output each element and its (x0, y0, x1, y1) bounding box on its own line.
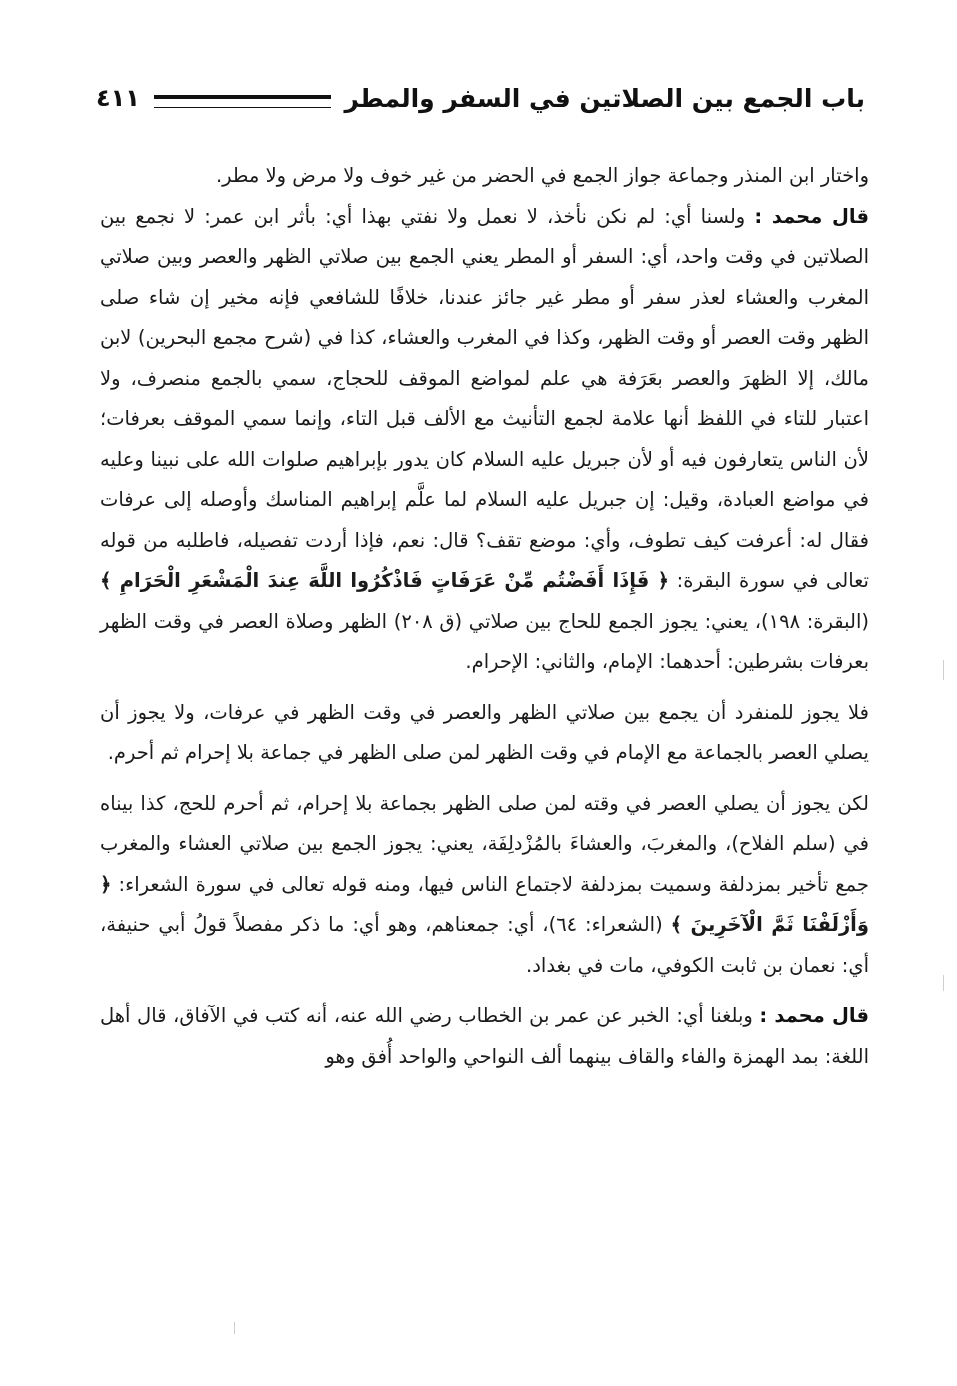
speaker-label: قال محمد : (754, 204, 870, 228)
paragraph-text: ولسنا أي: لم نكن نأخذ، لا نعمل ولا نفتي بهذا أي: بأثر ابن عمر: لا نجمع بين الصلاتين في وقت واحد، أي: السفر أو المطر يعني الجمع بين صلاتي الظهر والعصر وبين صلاتي المغرب والعشاء لعذر سفر أو مطر غير جائز عندنا، خلافًا للشافعي فإنه مخير إن شاء صلى الظهر وقت العصر أو وقت الظهر، وكذا في المغرب والعشاء، كذا في (شرح مجمع البحرين) لابن مالك، إلا الظهرَ والعصر بعَرَفة هي علم لمواضع الموقف للحجاج، سمي بالجمع منصرف، ولا اعتبار للتاء في اللفظ أنها علامة لجمع التأنيث مع الألف قبل التاء، وإنما سمي الموقف بعرفات؛ لأن الناس يتعارفون فيه أو لأن جبريل عليه السلام كان يدور بإبراهيم صلوات الله على نبينا وعليه في مواضع العبادة، وقيل: إن جبريل عليه السلام لما علَّم إبراهيم المناسك وأوصله إلى عرفات فقال له: أعرفت كيف تطوف، وأي: موضع تقف؟ قال: نعم، فإذا أردت تفصيله، فاطلبه من قوله تعالى في سورة البقرة: (100, 204, 869, 592)
page-body (100, 156, 869, 1077)
scan-mark (943, 660, 944, 680)
header-rule (154, 95, 331, 108)
paragraph-text: وبلغنا أي: الخبر عن عمر بن الخطاب رضي الله عنه، أنه كتب في الآفاق، قال أهل اللغة: بمد الهمزة والفاء والقاف بينهما ألف النواحي والواحد أُفق وهو (100, 1004, 869, 1068)
scan-mark (234, 1322, 235, 1334)
paragraph-text: لكن يجوز أن يصلي العصر في وقته لمن صلى الظهر بجماعة بلا إحرام، ثم أحرم للحج، كذا بيناه في (سلم الفلاح)، والمغربَ، والعشاءَ بالمُزْدلِفَة، يعني: يجوز الجمع بين صلاتي العشاء والمغرب جمع تأخير بمزدلفة وسميت بمزدلفة لاجتماع الناس فيها، ومنه قوله تعالى في سورة الشعراء: (100, 791, 869, 896)
paragraph-text: واختار ابن المنذر وجماعة جواز الجمع في الحضر من غير خوف ولا مرض ولا مطر. (215, 164, 869, 187)
paragraph-4 (100, 784, 869, 987)
speaker-label: قال محمد : (759, 1004, 869, 1027)
paragraph-text: فلا يجوز للمنفرد أن يجمع بين صلاتي الظهر والعصر في وقت الظهر في عرفات، ولا يجوز أن يصلي العصر بالجماعة مع الإمام في وقت الظهر لمن صلى الظهر في جماعة بلا إحرام ثم أحرم. (100, 700, 869, 764)
running-header (96, 78, 865, 118)
page-number: ٤١١ (96, 84, 140, 112)
paragraph-text-continued: (الشعراء: ٦٤)، أي: جمعناهم، وهو أي: ما ذكر مفصلاً قولُ أبي حنيفة، أي: نعمان بن ثابت الكوفي، مات في بغداد. (100, 913, 869, 977)
chapter-title: باب الجمع بين الصلاتين في السفر والمطر (344, 83, 865, 113)
paragraph-2 (100, 197, 869, 683)
scan-mark (943, 975, 944, 991)
paragraph-text-continued: (البقرة: ١٩٨)، يعني: يجوز الجمع للحاج بين صلاتي (ق ٢٠٨) الظهر وصلاة العصر في وقت الظهر بعرفات بشرطين: أحدهما: الإمام، والثاني: الإحرام. (100, 609, 869, 673)
quran-verse: ﴿ وَأَزْلَفْنَا ثَمَّ الْآخَرِينَ ﴾ (100, 872, 869, 936)
paragraph-5 (100, 996, 869, 1077)
paragraph-1 (100, 156, 869, 197)
paragraph-3 (100, 693, 869, 774)
quran-verse: ﴿ فَإِذَا أَفَضْتُم مِّنْ عَرَفَاتٍ فَاذْكُرُوا اللَّهَ عِندَ الْمَشْعَرِ الْحَرَامِ ﴾ (100, 569, 669, 592)
